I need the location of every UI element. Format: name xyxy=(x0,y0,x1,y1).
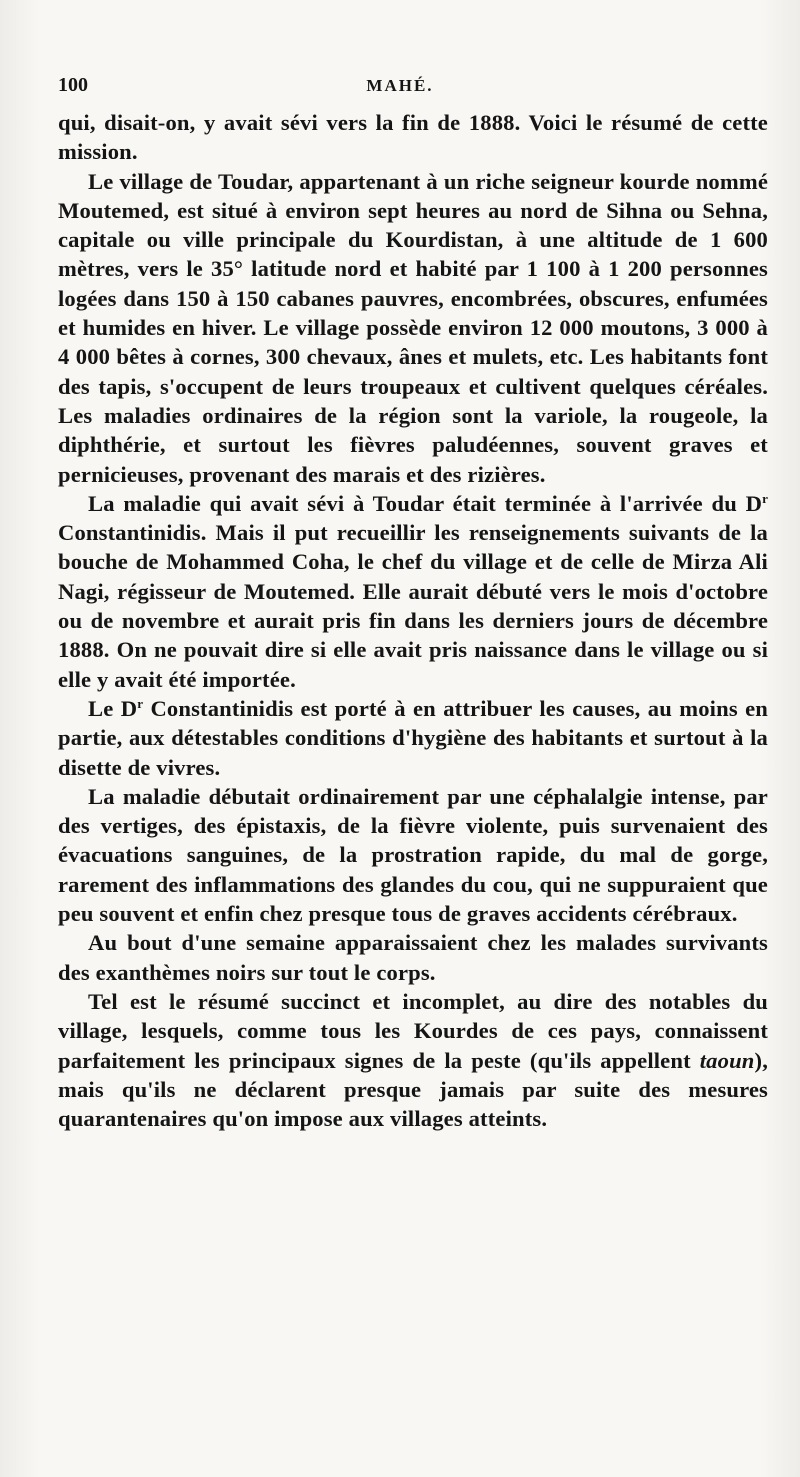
paragraph-village-description: Le village de Toudar, appartenant à un riche seigneur kourde nommé Moutemed, est situé à environ sept heures au nord de Sihna ou Sehna, capitale ou ville principale du Kourdistan, à une altitude de 1 600 mètres, vers le 35° latitude nord et habité par 1 100 à 1 200 personnes logées dans 150 à 150 cabanes pauvres, encombrées, obscures, enfumées et humides en hiver. Le village possède environ 12 000 moutons, 3 000 à 4 000 bêtes à cornes, 300 chevaux, ânes et mulets, etc. Les habitants font des tapis, s'occupent de leurs troupeaux et cultivent quelques céréales. Les maladies ordinaires de la région sont la variole, la rougeole, la diphthérie, et surtout les fièvres paludéennes, souvent graves et pernicieuses, provenant des marais et des rizières. xyxy=(58,168,768,487)
paragraph-text: Constantinidis est porté à en attribuer les causes, au moins en partie, aux détestables conditions d'hygiène des habitants et surtout à la disette de vivres. xyxy=(58,695,768,780)
body-text xyxy=(58,108,768,1133)
paragraph-text: Constantinidis. Mais il put recueillir les renseignements suivants de la bouche de Mohammed Coha, le chef du village et de celle de Mirza Ali Nagi, régisseur de Moutemed. Elle aurait débuté vers le mois d'octobre ou de novembre et aurait pris fin dans les derniers jours de décembre 1888. On ne pouvait dire si elle avait pris naissance dans le village ou si elle y avait été importée. xyxy=(58,520,768,692)
paragraph-continuation: qui, disait-on, y avait sévi vers la fin de 1888. Voici le résumé de cette mission. xyxy=(58,110,768,165)
paragraph-text: La maladie qui avait sévi à Toudar était terminée à l'arrivée du D xyxy=(88,490,763,516)
page-number: 100 xyxy=(58,74,88,96)
paragraph-symptoms: La maladie débutait ordinairement par une céphalalgie intense, par des vertiges, des épistaxis, de la fièvre violente, puis survenaient des évacuations sanguines, de la prostration rapide, du mal de gorge, rarement des inflammations des glandes du cou, qui ne suppuraient que peu souvent et enfin chez presque tous de graves accidents cérébraux. xyxy=(58,783,768,927)
paragraph-text: ), mais qu'ils ne déclarent presque jamais par suite des mesures quarantenaires qu'on impose aux villages atteints. xyxy=(58,1047,768,1132)
paragraph-text: Le D xyxy=(88,695,138,721)
page-header xyxy=(58,74,742,102)
italic-term: taoun xyxy=(699,1047,755,1073)
paragraph-causes xyxy=(58,694,768,782)
paragraph-disease-history xyxy=(58,489,768,694)
paragraph-summary xyxy=(58,987,768,1133)
paragraph-text: Tel est le résumé succinct et incomplet, au dire des notables du village, lesquels, comme tous les Kourdes de ces pays, connaissent parfaitement les principaux signes de la peste (qu'ils appellent xyxy=(58,988,768,1073)
superscript: r xyxy=(137,695,144,711)
running-head: MAHÉ. xyxy=(366,76,434,95)
superscript: r xyxy=(762,490,768,506)
paragraph-exanthems: Au bout d'une semaine apparaissaient chez les malades survivants des exanthèmes noirs sur tout le corps. xyxy=(58,930,768,985)
